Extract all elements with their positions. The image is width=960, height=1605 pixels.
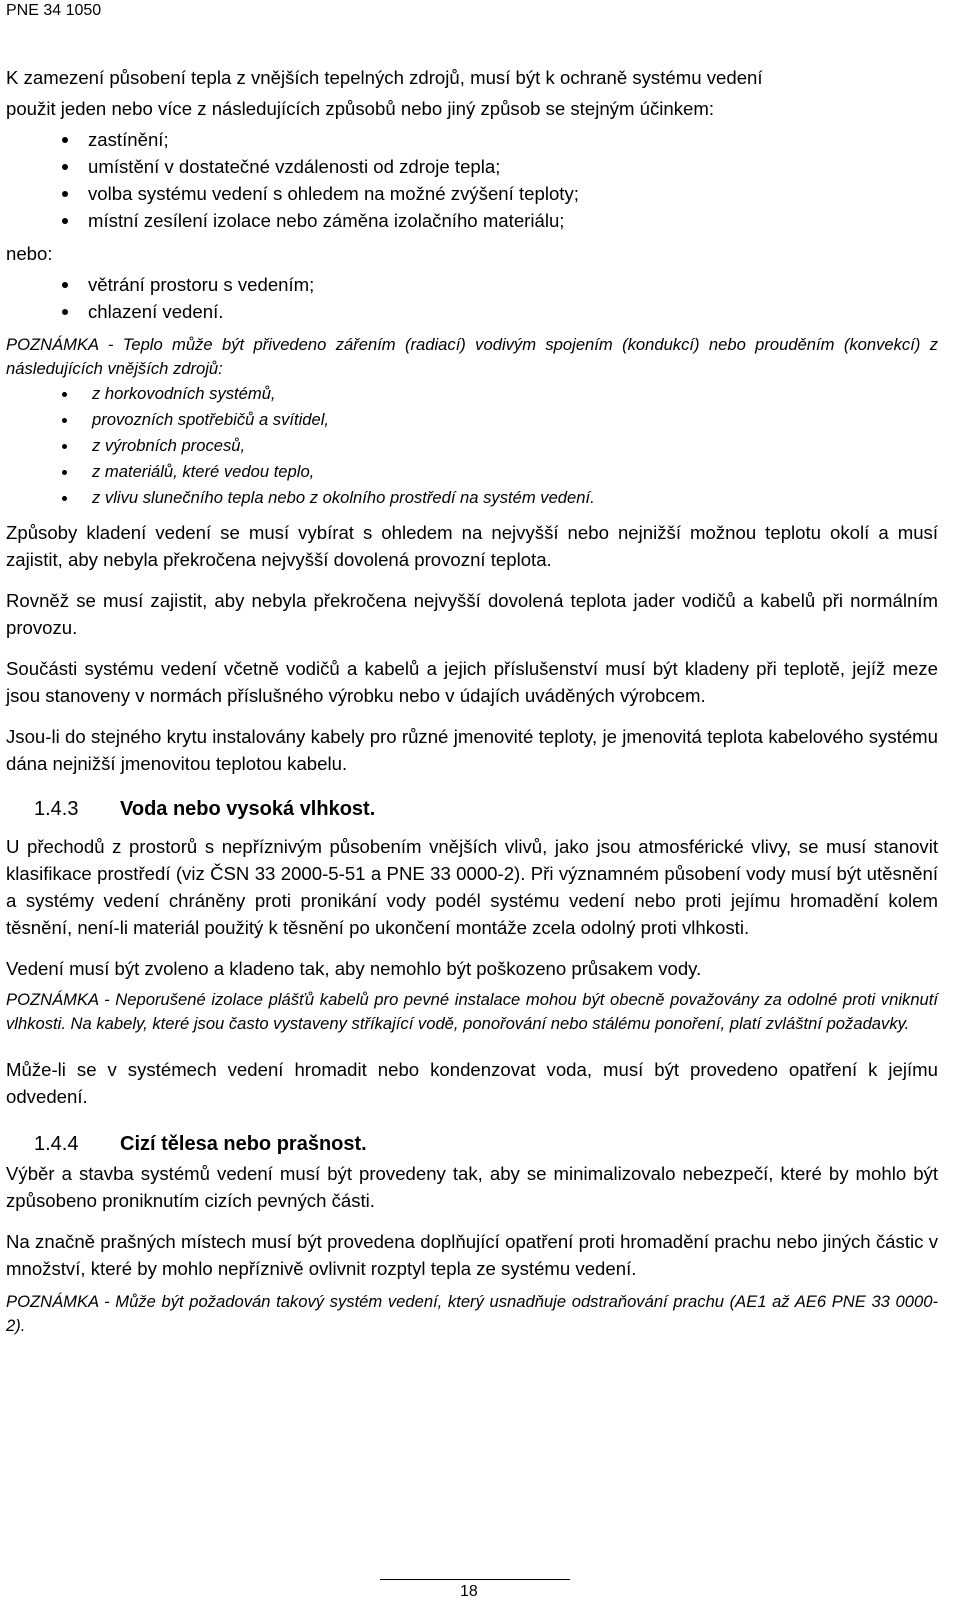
bullet-icon <box>62 164 68 170</box>
note-heat-sources: POZNÁMKA - Teplo může být přivedeno zářením (radiací) vodivým spojením (kondukcí) nebo prouděním (konvekcí) z následujících vnějších zdrojů: <box>6 335 938 378</box>
intro-line-2: použit jeden nebo více z následujících způsobů nebo jiný způsob se stejným účinkem: <box>6 98 715 119</box>
list-item: z vlivu slunečního tepla nebo z okolního prostředí na systém vedení. <box>6 485 938 511</box>
section-heading-1-4-3 <box>6 795 938 823</box>
list-item: umístění v dostatečné vzdálenosti od zdroje tepla; <box>6 153 938 180</box>
list-item: větrání prostoru s vedením; <box>6 271 938 298</box>
alternative-methods-list <box>6 271 938 325</box>
paragraph-water-seepage: Vedení musí být zvoleno a kladeno tak, aby nemohlo být poškozeno průsakem vody. <box>6 958 702 979</box>
note-dust-removal: POZNÁMKA - Může být požadován takový systém vedení, který usnadňuje odstraňování prachu (AE1 až AE6 PNE 33 0000-2). <box>6 1292 938 1335</box>
section-title: Voda nebo vysoká vlhkost. <box>120 798 376 820</box>
document-id: PNE 34 1050 <box>6 2 102 19</box>
section-heading-1-4-4 <box>6 1130 938 1158</box>
paragraph-rated-temperature: Jsou-li do stejného krytu instalovány kabely pro různé jmenovité teploty, je jmenovitá teplota kabelového systému dána nejnižší jmenovitou teplotou kabelu. <box>6 726 938 774</box>
bullet-icon <box>62 218 68 224</box>
bullet-icon <box>62 496 67 501</box>
list-item: z horkovodních systémů, <box>6 381 938 407</box>
bullet-icon <box>62 470 67 475</box>
document-body <box>6 64 938 1338</box>
list-item: místní zesílení izolace nebo záměna izolačního materiálu; <box>6 207 938 234</box>
or-label: nebo: <box>6 243 53 264</box>
bullet-icon <box>62 309 68 315</box>
list-item: z materiálů, které vedou teplo, <box>6 459 938 485</box>
bullet-icon <box>62 392 67 397</box>
list-item: z výrobních procesů, <box>6 433 938 459</box>
bullet-icon <box>62 137 68 143</box>
paragraph-conductor-temperature: Rovněž se musí zajistit, aby nebyla překročena nejvyšší dovolená teplota jader vodičů a kabelů při normálním provozu. <box>6 590 938 638</box>
bullet-icon <box>62 282 68 288</box>
protection-methods-list <box>6 126 938 234</box>
paragraph-environment-classification: U přechodů z prostorů s nepříznivým působením vnějších vlivů, jako jsou atmosférické vlivy, se musí stanovit klasifikace prostředí (viz ČSN 33 2000-5-51 a PNE 33 0000-2). Při významném působení vody musí být utěsnění a systémy vedení chráněny proti pronikání vody podél systému vedení nebo proti jejímu hromadění kolem těsnění, není-li materiál použitý k těsnění po ukončení montáže zcela odolný proti vlhkosti. <box>6 836 938 938</box>
note-moisture-text: POZNÁMKA - Neporušené izolace plášťů kabelů pro pevné instalace mohou být obecně považovány za odolné proti vniknutí vlhkosti. Na kabely, které jsou často vystaveny stříkající vodě, ponořování nebo stálému ponoření, platí zvláštní požadavky. <box>6 990 938 1033</box>
footer-divider <box>380 1579 570 1580</box>
bullet-icon <box>62 191 68 197</box>
paragraph-ambient-temperature: Způsoby kladení vedení se musí vybírat s ohledem na nejvyšší nebo nejnižší možnou teplotu okolí a musí zajistit, aby nebyla překročena nejvyšší dovolená provozní teplota. <box>6 522 938 570</box>
paragraph-installation-temperature: Součásti systému vedení včetně vodičů a kabelů a jejich příslušenství musí být kladeny při teplotě, jejíž meze jsou stanoveny v normách příslušného výrobku nebo v údajích uváděných výrobcem. <box>6 658 938 706</box>
list-item: provozních spotřebičů a svítidel, <box>6 407 938 433</box>
heat-sources-list <box>6 381 938 511</box>
section-number: 1.4.4 <box>34 1133 79 1155</box>
list-item: volba systému vedení s ohledem na možné zvýšení teploty; <box>6 180 938 207</box>
paragraph-condensation: Může-li se v systémech vedení hromadit nebo kondenzovat voda, musí být provedeno opatření k jejímu odvedení. <box>6 1059 938 1107</box>
paragraph-foreign-bodies: Výběr a stavba systémů vedení musí být provedeny tak, aby se minimalizovalo nebezpečí, které by mohlo být způsobeno proniknutím cizích pevných části. <box>6 1163 938 1211</box>
section-title: Cizí tělesa nebo prašnost. <box>120 1133 367 1155</box>
note-moisture <box>6 988 938 1036</box>
section-number: 1.4.3 <box>34 798 79 820</box>
list-item: zastínění; <box>6 126 938 153</box>
list-item: chlazení vedení. <box>6 298 938 325</box>
page-number: 18 <box>460 1583 478 1600</box>
paragraph-dust: Na značně prašných místech musí být provedena doplňující opatření proti hromadění prachu nebo jiných částic v množství, které by mohlo nepříznivě ovlivnit rozptyl tepla ze systému vedení. <box>6 1231 938 1279</box>
bullet-icon <box>62 418 67 423</box>
intro-line-1: K zamezení působení tepla z vnějších tepelných zdrojů, musí být k ochraně systému vedení <box>6 67 763 88</box>
bullet-icon <box>62 444 67 449</box>
